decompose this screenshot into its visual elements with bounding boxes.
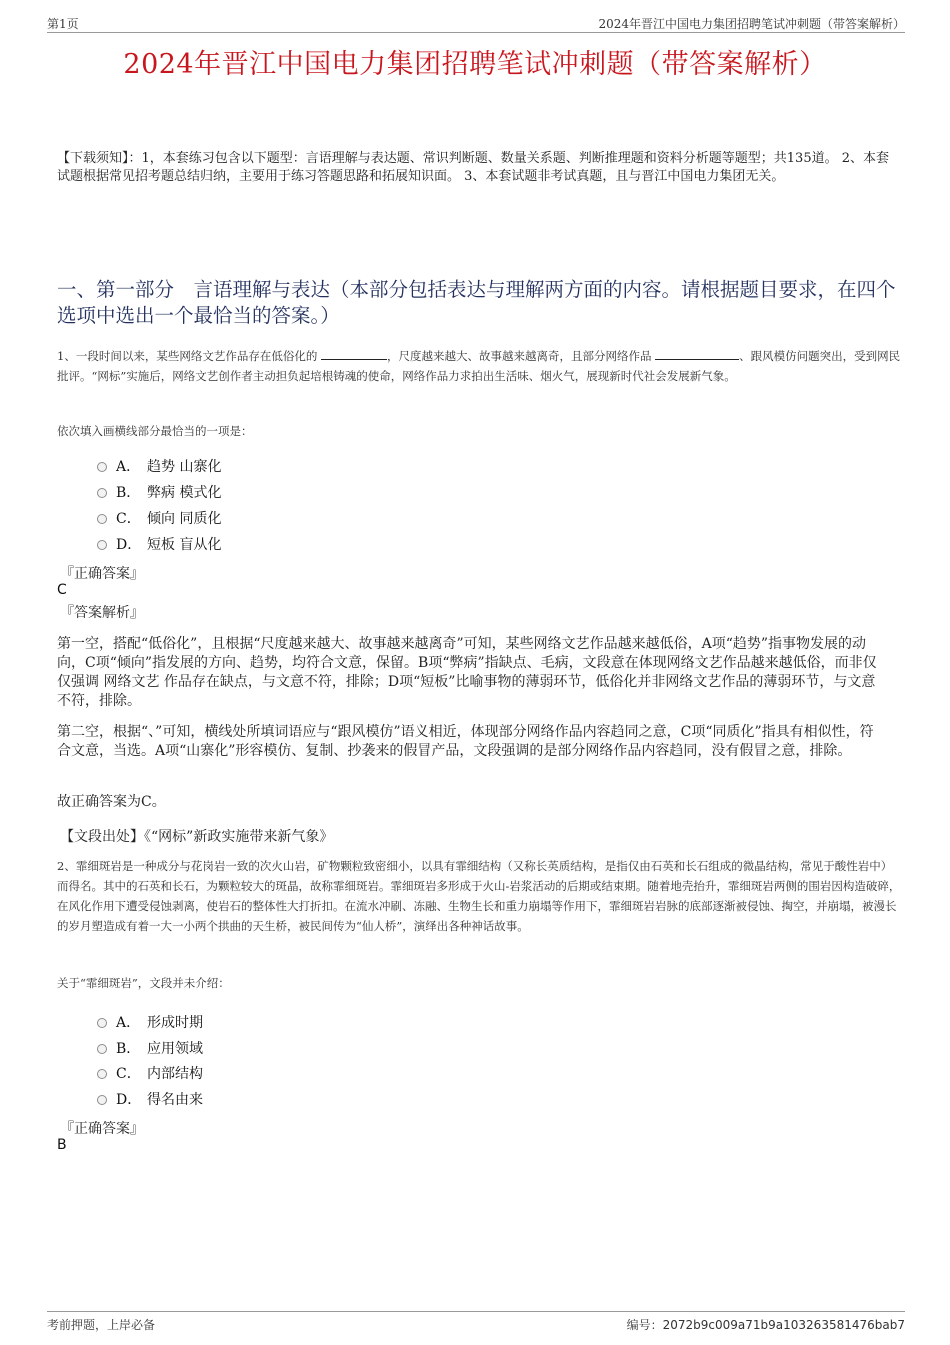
- question-2-text: 2、霏细斑岩是一种成分与花岗岩一致的次火山岩，矿物颗粒致密细小，以具有霏细结构（又称长英质结构，是指仅由石英和长石组成的微晶结构，常见于酸性岩中）而得名。其中的石英和长石，为颗粒较大的斑晶，故称霏细斑岩。霏细斑岩多形成于火山-岩浆活动的后期或结束期。随着地壳抬升，霏细斑岩两侧的围岩因构造破碎，在风化作用下遭受侵蚀剥离，使岩石的整体性大打折扣。在流水冲刷、冻融、生物生长和重力崩塌等作用下，霏细斑岩岩脉的底部逐渐被侵蚀、掏空，并崩塌，被漫长的岁月塑造成有着一大一小两个拱曲的天生桥，被民间传为“仙人桥”，演绎出各种神话故事。: [57, 859, 901, 933]
- download-notice: 【下载须知】：1，本套练习包含以下题型：言语理解与表达题、常识判断题、数量关系题、判断推理题和资料分析题等题型；共135道。 2、本套试题根据常见招考题总结归纳，主要用于练习答题思路和拓展知识面。 3、本套试题非考试真题，且与晋江中国电力集团无关。: [57, 151, 889, 184]
- option-2-d[interactable]: [97, 1089, 203, 1109]
- option-2-b[interactable]: [97, 1038, 203, 1058]
- header-doc-title: 2024年晋江中国电力集团招聘笔试冲刺题（带答案解析）: [598, 17, 905, 31]
- option-letter: D．: [116, 537, 142, 553]
- option-letter: C．: [116, 511, 141, 527]
- section-heading: 一、第一部分 言语理解与表达（本部分包括表达与理解两方面的内容。请根据题目要求，在四个选项中选出一个最恰当的答案。）: [57, 278, 896, 327]
- option-text: 倾向 同质化: [147, 511, 222, 527]
- option-letter: A．: [116, 459, 141, 475]
- correct-answer: C: [57, 582, 67, 598]
- option-1-d[interactable]: [97, 534, 221, 554]
- option-2-c[interactable]: [97, 1063, 203, 1083]
- option-2-a[interactable]: [97, 1012, 203, 1032]
- question-1-text-part-a: 1、一段时间以来，某些网络文艺作品存在低俗化的: [57, 349, 318, 363]
- option-text: 趋势 山寨化: [147, 459, 222, 475]
- question-1-text: [57, 346, 902, 386]
- source-citation: 【文段出处】《“网标”新政实施带来新气象》: [60, 829, 334, 845]
- option-letter: C．: [116, 1066, 141, 1082]
- option-letter: A．: [116, 1015, 141, 1031]
- document-code-label: 编号：: [626, 1318, 663, 1332]
- page-number: 第1页: [47, 17, 79, 31]
- option-text: 得名由来: [147, 1092, 203, 1108]
- option-text: 形成时期: [147, 1015, 203, 1031]
- radio-icon[interactable]: [97, 540, 107, 550]
- option-letter: D．: [116, 1092, 142, 1108]
- option-text: 短板 盲从化: [147, 537, 222, 553]
- page-header: [47, 14, 905, 33]
- page-footer: [47, 1311, 905, 1334]
- radio-icon[interactable]: [97, 462, 107, 472]
- analysis-conclusion: 故正确答案为C。: [57, 794, 166, 810]
- option-letter: B．: [116, 485, 141, 501]
- analysis-paragraph-2: 第二空，根据“、”可知，横线处所填词语应与“跟风模仿”语义相近，体现部分网络作品内容趋同之意，C项“同质化”指具有相似性，符合文意，当选。A项“山寨化”形容模仿、复制、抄袭来的假冒产品，文段强调的是部分网络作品内容趋同，没有假冒之意，排除。: [57, 724, 874, 759]
- radio-icon[interactable]: [97, 1018, 107, 1028]
- blank-2: [655, 348, 739, 360]
- radio-icon[interactable]: [97, 1044, 107, 1054]
- question-1-prompt: 依次填入画横线部分最恰当的一项是：: [57, 424, 253, 438]
- analysis-paragraph-1: 第一空，搭配“低俗化”，且根据“尺度越来越大、故事越来越离奇”可知，某些网络文艺作品越来越低俗，A项“趋势”指事物发展的动向，C项“倾向”指发展的方向、趋势，均符合文意，保留。B项“弊病”指缺点、毛病，文段意在体现网络文艺作品越来越低俗，而非仅仅强调 网络文艺 作品存在缺点，与文意不符，排除；D项“短板”比喻事物的薄弱环节，低俗化并非网络文艺作品的薄弱环节，与文意不符，排除。: [57, 636, 877, 709]
- radio-icon[interactable]: [97, 1069, 107, 1079]
- answer-label: 『正确答案』: [60, 566, 144, 582]
- correct-answer: B: [57, 1137, 67, 1153]
- radio-icon[interactable]: [97, 514, 107, 524]
- question-1-text-part-b: ，尺度越来越大、故事越来越离奇，且部分网络作品: [386, 349, 652, 363]
- option-letter: B．: [116, 1041, 141, 1057]
- option-text: 应用领域: [147, 1041, 203, 1057]
- question-2-prompt: 关于“霏细斑岩”，文段并未介绍：: [57, 976, 230, 990]
- footer-slogan: 考前押题，上岸必备: [47, 1318, 156, 1332]
- option-text: 内部结构: [147, 1066, 203, 1082]
- option-text: 弊病 模式化: [147, 485, 222, 501]
- option-1-c[interactable]: [97, 508, 221, 528]
- answer-label: 『正确答案』: [60, 1121, 144, 1137]
- radio-icon[interactable]: [97, 1095, 107, 1105]
- radio-icon[interactable]: [97, 488, 107, 498]
- analysis-label: 『答案解析』: [60, 605, 144, 621]
- document-code: [627, 1316, 905, 1333]
- question-1-text-part-c: 、跟风模仿问题突出，受到网民批评。“网标”实施后，网络文艺创作者主动担负起培根铸魂的使命，网络作品力求拍出生活味、烟火气，展现新时代社会发展新气象。: [57, 349, 901, 383]
- blank-1: [321, 348, 387, 360]
- document-code-value: 2072b9c009a71b9a103263581476bab7: [662, 1318, 905, 1332]
- option-1-b[interactable]: [97, 482, 221, 502]
- option-1-a[interactable]: [97, 456, 221, 476]
- document-title: 2024年晋江中国电力集团招聘笔试冲刺题（带答案解析）: [123, 49, 827, 80]
